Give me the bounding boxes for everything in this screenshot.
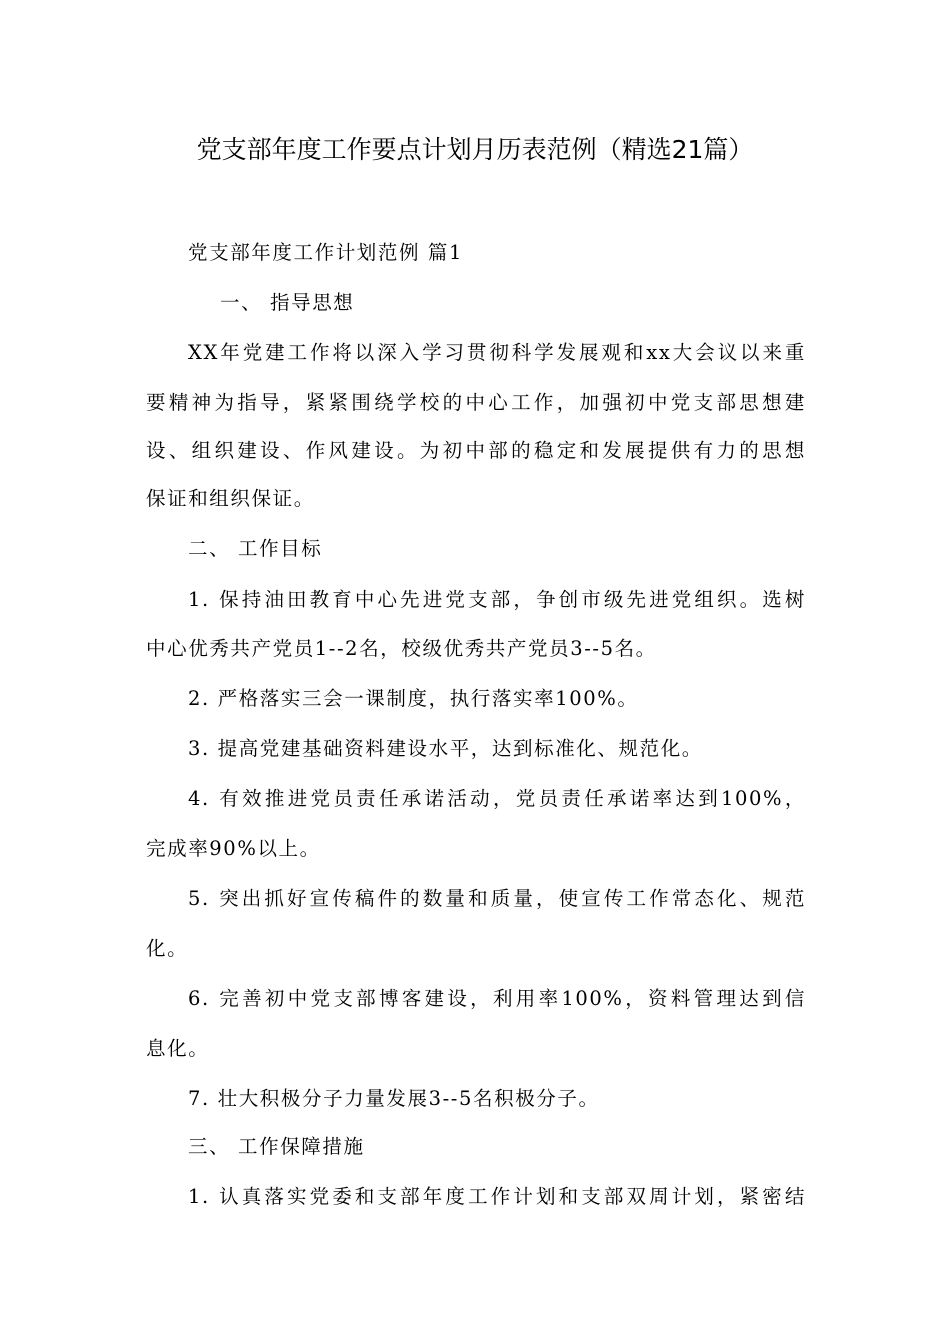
heading-work-measures: 三、 工作保障措施	[188, 1135, 365, 1158]
goal-item: 7. 壮大积极分子力量发展3--5名积极分子。	[188, 1087, 600, 1110]
paragraph-line: 设、组织建设、作风建设。为初中部的稳定和发展提供有力的思想	[146, 439, 806, 462]
heading-guiding-thought: 一、 指导思想	[220, 291, 355, 314]
goal-item-continued: 息化。	[146, 1037, 210, 1060]
goal-item-continued: 完成率90%以上。	[146, 837, 321, 860]
section-heading: 党支部年度工作计划范例 篇1	[188, 241, 464, 264]
goal-item: 6. 完善初中党支部博客建设，利用率100%，资料管理达到信	[188, 987, 806, 1010]
goal-item: 5. 突出抓好宣传稿件的数量和质量，使宣传工作常态化、规范	[188, 887, 806, 910]
goal-item: 4. 有效推进党员责任承诺活动，党员责任承诺率达到100%，	[188, 787, 806, 810]
goal-item: 2. 严格落实三会一课制度，执行落实率100%。	[188, 687, 639, 710]
document-title: 党支部年度工作要点计划月历表范例（精选21篇）	[196, 135, 754, 164]
paragraph-line: 要精神为指导，紧紧围绕学校的中心工作，加强初中党支部思想建	[146, 391, 806, 414]
paragraph-line: XX年党建工作将以深入学习贯彻科学发展观和xx大会议以来重	[188, 341, 806, 364]
heading-work-goals: 二、 工作目标	[188, 537, 323, 560]
measure-item: 1. 认真落实党委和支部年度工作计划和支部双周计划，紧密结	[188, 1185, 806, 1208]
goal-item: 3. 提高党建基础资料建设水平，达到标准化、规范化。	[188, 737, 703, 760]
goal-item-continued: 化。	[146, 937, 189, 960]
goal-item: 1. 保持油田教育中心先进党支部，争创市级先进党组织。选树	[188, 588, 806, 611]
goal-item-continued: 中心优秀共产党员1--2名，校级优秀共产党员3--5名。	[146, 637, 657, 660]
paragraph-line: 保证和组织保证。	[146, 487, 315, 510]
